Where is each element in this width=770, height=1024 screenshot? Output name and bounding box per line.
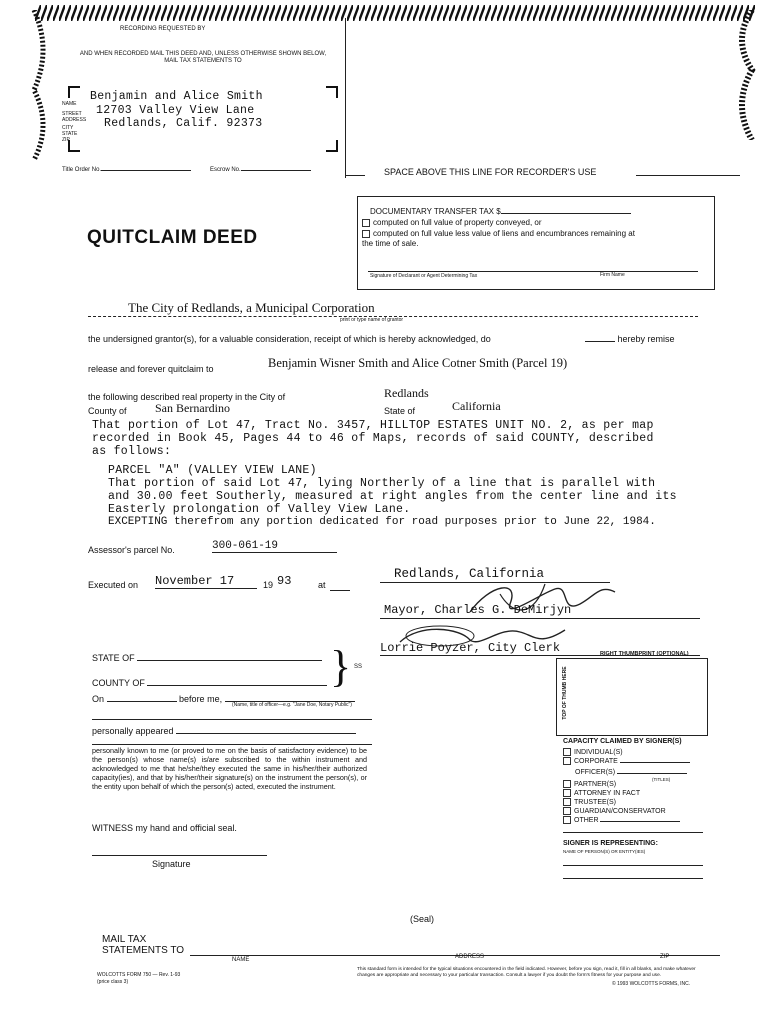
grantor-name: The City of Redlands, a Municipal Corporation [128, 300, 375, 315]
address-bracket-tl [68, 86, 80, 98]
notary-witness: WITNESS my hand and official seal. [92, 823, 237, 833]
checkbox-other[interactable] [563, 816, 571, 824]
notary-ss: SS [354, 664, 363, 670]
notary-on-text: On [92, 694, 105, 704]
notary-before-me: before me, [179, 694, 223, 704]
capacity-other[interactable] [563, 816, 680, 825]
parcel-line-1: PARCEL "A" (VALLEY VIEW LANE) [108, 464, 317, 477]
notary-blank-line-2 [92, 744, 372, 745]
checkbox-full-value[interactable] [362, 219, 370, 227]
capacity-partner-text: PARTNER(S) [574, 780, 617, 788]
space-above-line: SPACE ABOVE THIS LINE FOR RECORDER'S USE [384, 167, 597, 177]
thumbprint-label: RIGHT THUMBPRINT (OPTIONAL) [600, 651, 689, 657]
capacity-attorney[interactable] [563, 789, 640, 798]
recorder-line-right [636, 175, 740, 176]
address-bracket-tr [326, 86, 338, 98]
state-label: State of [384, 406, 416, 416]
transfer-option-2-text: computed on full value less value of liens and encumbrances remaining at the time of sale. [362, 229, 635, 248]
left-curve-border [30, 10, 54, 160]
capacity-title: CAPACITY CLAIMED BY SIGNER(S) [563, 738, 682, 745]
footer-address-label: ADDRESS [455, 954, 485, 960]
tax-signature-line [368, 271, 698, 272]
addressee-city: Redlands, Calif. 92373 [104, 117, 263, 130]
transfer-tax-label [370, 207, 631, 217]
description-line-3: as follows: [92, 445, 172, 458]
county-label: County of [88, 406, 127, 416]
notary-officer-caption: (Name, title of officer—e.g. "Jane Doe, Notary Public") [232, 702, 352, 708]
escrow-label [210, 167, 311, 174]
mail-instructions: AND WHEN RECORDED MAIL THIS DEED AND, UNLESS OTHERWISE SHOWN BELOW, MAIL TAX STATEMENTS TO [79, 51, 327, 64]
footer-copyright: © 1993 WOLCOTTS FORMS, INC. [612, 981, 691, 987]
capacity-individual-text: INDIVIDUAL(S) [574, 748, 623, 756]
notary-personally-appeared [92, 726, 356, 737]
recording-requested-by: RECORDING REQUESTED BY [120, 26, 206, 32]
executed-date: November 17 [155, 574, 257, 589]
escrow-text: Escrow No. [210, 167, 241, 173]
capacity-trustee[interactable] [563, 798, 616, 807]
notary-blank-line [92, 719, 372, 720]
title-order-label [62, 167, 191, 174]
executed-at-line [330, 590, 350, 591]
footer-name-label: NAME [232, 957, 250, 963]
remise-word: hereby remise [617, 334, 675, 344]
capacity-guardian-text: GUARDIAN/CONSERVATOR [574, 807, 666, 815]
representing-line-2 [563, 878, 703, 879]
notary-seal: (Seal) [410, 914, 435, 924]
capacity-trustee-text: TRUSTEE(S) [574, 798, 616, 806]
description-line-2: recorded in Book 45, Pages 44 to 46 of Maps, records of said COUNTY, described [92, 432, 654, 445]
address-bracket-br [326, 140, 338, 152]
description-line-1: That portion of Lot 47, Tract No. 3457, HILLTOP ESTATES UNIT NO. 2, as per map [92, 419, 654, 432]
assessor-number: 300-061-19 [212, 540, 337, 553]
parcel-line-3: and 30.00 feet Southerly, measured at right angles from the center line and its [108, 490, 677, 503]
notary-state-text: STATE OF [92, 653, 135, 663]
representing-caption: NAME OF PERSON(S) OR ENTITY(IES) [563, 849, 646, 854]
capacity-attorney-text: ATTORNEY IN FACT [574, 789, 641, 797]
notary-signature-line [92, 855, 267, 856]
signer-clerk: Lorrie Poyzer, City Clerk [380, 641, 561, 655]
grantee-name: Benjamin Wisner Smith and Alice Cotner Smith (Parcel 19) [268, 356, 568, 370]
checkbox-partner[interactable] [563, 780, 571, 788]
executed-place: Redlands, California [394, 567, 545, 581]
consideration-text: the undersigned grantor(s), for a valuable consideration, receipt of which is hereby acknowledged, do [88, 334, 491, 344]
county-value: San Bernardino [155, 401, 230, 415]
capacity-officer-text: OFFICER(S) [575, 769, 616, 776]
recording-divider [345, 18, 346, 178]
document-title: QUITCLAIM DEED [87, 227, 258, 248]
notary-appeared-text: personally appeared [92, 726, 174, 736]
field-label-name: NAME [62, 101, 77, 107]
remise-text [585, 334, 675, 345]
transfer-option-2[interactable] [362, 229, 642, 249]
notary-signature-label: Signature [152, 859, 191, 869]
notary-brace: } [330, 642, 352, 691]
parcel-line-5: EXCEPTING therefrom any portion dedicated for road purposes prior to June 22, 1984. [108, 516, 656, 528]
representing-title: SIGNER IS REPRESENTING: [563, 840, 658, 847]
field-label-street: STREET ADDRESS [62, 111, 87, 123]
addressee-street: 12703 Valley View Lane [96, 104, 255, 117]
checkbox-individual[interactable] [563, 748, 571, 756]
notary-body: personally known to me (or proved to me on the basis of satisfactory evidence) to be the person(s) whose name(s) is/are subscribed to the within instrument and acknowledged to me that he/she/they executed the same in his/her/their authorized capacity(ies), and that by his/her/their signature(s) on the instrument the person(s), or the entity upon behalf of which the person(s) acted, executed the instrument. [92, 746, 367, 791]
addressee-name: Benjamin and Alice Smith [90, 90, 263, 103]
notary-county [92, 678, 327, 689]
assessor-label: Assessor's parcel No. [88, 545, 175, 555]
grantor-caption: print or type name of grantor [340, 317, 404, 323]
property-city: Redlands [384, 386, 429, 400]
checkbox-corporate[interactable] [563, 757, 571, 765]
capacity-other-text: OTHER [574, 816, 599, 824]
parcel-line-4: Easterly prolongation of Valley View Lane. [108, 503, 411, 516]
field-label-city: CITY STATE ZIP [62, 125, 78, 143]
capacity-corporate-text: CORPORATE [574, 757, 618, 765]
signer-mayor: Mayor, Charles G. DeMirjyn [384, 603, 572, 617]
transfer-option-1[interactable] [362, 218, 662, 228]
executed-at-label: at [318, 580, 326, 590]
state-value: California [452, 399, 501, 413]
top-hatch-border [35, 5, 755, 21]
transfer-option-1-text: computed on full value of property conveyed, or [373, 218, 542, 227]
checkbox-trustee[interactable] [563, 798, 571, 806]
property-intro: the following described real property in the City of [88, 392, 286, 402]
capacity-partner[interactable] [563, 780, 616, 789]
notary-county-text: COUNTY OF [92, 678, 145, 688]
title-order-text: Title Order No. [62, 167, 102, 173]
footer-zip-label: ZIP [660, 954, 670, 960]
capacity-titles-caption: (TITLES) [652, 777, 671, 782]
recorder-line [345, 175, 365, 176]
capacity-guardian[interactable] [563, 807, 666, 816]
footer-disclaimer: This standard form is intended for the typical situations encountered in the field indicated. However, before you sign, read it, fill in all blanks, and make whatever changes are appropriate and necessary to your particular transaction. Consult a lawyer if you doubt the form's fitness for your purpose and use. [357, 967, 696, 978]
footer-form-no: WOLCOTTS FORM 750 — Rev. 1-93 [97, 972, 181, 978]
tax-signature-caption: Signature of Declarant or Agent Determining Tax [370, 273, 478, 279]
footer-mail-tax: MAIL TAX [102, 934, 147, 945]
capacity-officer [575, 769, 687, 777]
parcel-line-2: That portion of said Lot 47, lying Northerly of a line that is parallel with [108, 477, 656, 490]
capacity-blank-line [563, 832, 703, 833]
footer-statements-to: STATEMENTS TO [102, 945, 185, 956]
footer-form-sub: (price class 3) [97, 979, 129, 985]
checkbox-less-liens[interactable] [362, 230, 370, 238]
transfer-tax-text: DOCUMENTARY TRANSFER TAX $ [370, 207, 501, 216]
release-text: release and forever quitclaim to [88, 364, 214, 374]
representing-line-1 [563, 865, 703, 866]
tax-firm-caption: Firm Name [600, 272, 625, 278]
checkbox-attorney[interactable] [563, 789, 571, 797]
right-curve-border [728, 10, 756, 140]
executed-year: 93 [277, 574, 292, 588]
capacity-corporate[interactable] [563, 757, 690, 766]
thumbprint-box [556, 658, 708, 736]
capacity-individual[interactable] [563, 748, 623, 757]
executed-year-prefix: 19 [263, 580, 274, 590]
checkbox-guardian[interactable] [563, 807, 571, 815]
notary-state [92, 653, 322, 664]
thumbprint-top-label: TOP OF THUMB HERE [562, 666, 568, 720]
executed-on-label: Executed on [88, 580, 139, 590]
